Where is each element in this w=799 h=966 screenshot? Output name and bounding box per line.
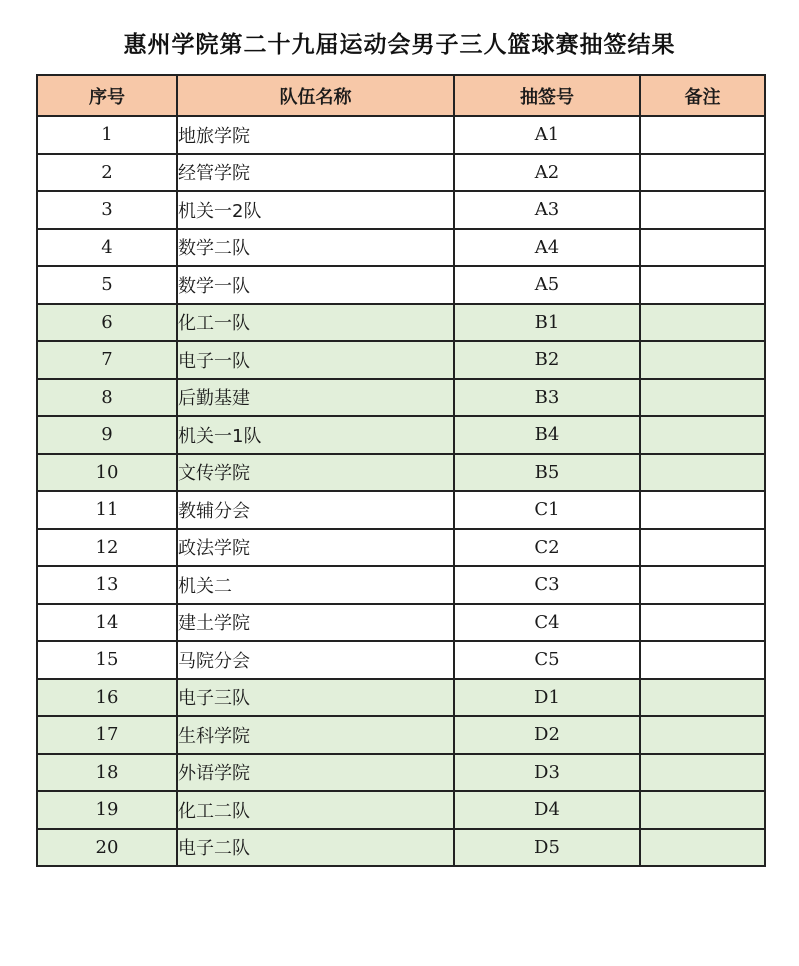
cell-no: 2 <box>37 154 177 192</box>
cell-team: 教辅分会 <box>177 491 454 529</box>
cell-draw: C3 <box>454 566 640 604</box>
cell-remark <box>640 679 765 717</box>
table-row <box>37 529 765 567</box>
table-row <box>37 266 765 304</box>
cell-draw: C2 <box>454 529 640 567</box>
header-draw: 抽签号 <box>454 75 640 116</box>
cell-remark <box>640 491 765 529</box>
page-title: 惠州学院第二十九届运动会男子三人篮球赛抽签结果 <box>123 32 676 58</box>
cell-no: 7 <box>37 341 177 379</box>
cell-no: 16 <box>37 679 177 717</box>
cell-remark <box>640 754 765 792</box>
cell-draw: A3 <box>454 191 640 229</box>
table-row <box>37 566 765 604</box>
table-row <box>37 604 765 642</box>
header-team: 队伍名称 <box>177 75 454 116</box>
draw-results-table <box>36 74 766 867</box>
table-row <box>37 229 765 267</box>
header-no: 序号 <box>37 75 177 116</box>
cell-team: 后勤基建 <box>177 379 454 417</box>
cell-draw: D5 <box>454 829 640 867</box>
table-row <box>37 491 765 529</box>
cell-remark <box>640 266 765 304</box>
cell-no: 20 <box>37 829 177 867</box>
cell-no: 6 <box>37 304 177 342</box>
table-row <box>37 191 765 229</box>
cell-draw: B5 <box>454 454 640 492</box>
cell-team: 化工二队 <box>177 791 454 829</box>
cell-draw: D1 <box>454 679 640 717</box>
cell-no: 11 <box>37 491 177 529</box>
cell-remark <box>640 229 765 267</box>
cell-remark <box>640 566 765 604</box>
cell-no: 1 <box>37 116 177 154</box>
cell-remark <box>640 341 765 379</box>
cell-team: 数学二队 <box>177 229 454 267</box>
cell-draw: D3 <box>454 754 640 792</box>
cell-remark <box>640 716 765 754</box>
cell-team: 电子一队 <box>177 341 454 379</box>
table-header-row <box>37 75 765 116</box>
cell-no: 15 <box>37 641 177 679</box>
cell-team: 数学一队 <box>177 266 454 304</box>
cell-remark <box>640 454 765 492</box>
table-row <box>37 116 765 154</box>
table-row <box>37 304 765 342</box>
cell-no: 13 <box>37 566 177 604</box>
cell-no: 3 <box>37 191 177 229</box>
cell-draw: B1 <box>454 304 640 342</box>
table-row <box>37 641 765 679</box>
table-row <box>37 679 765 717</box>
cell-no: 19 <box>37 791 177 829</box>
table-row <box>37 341 765 379</box>
cell-draw: A4 <box>454 229 640 267</box>
cell-no: 5 <box>37 266 177 304</box>
table-row <box>37 379 765 417</box>
cell-team: 机关一1队 <box>177 416 454 454</box>
cell-no: 9 <box>37 416 177 454</box>
cell-remark <box>640 829 765 867</box>
cell-remark <box>640 641 765 679</box>
cell-remark <box>640 304 765 342</box>
cell-remark <box>640 379 765 417</box>
cell-remark <box>640 191 765 229</box>
cell-draw: C1 <box>454 491 640 529</box>
cell-remark <box>640 791 765 829</box>
table-row <box>37 791 765 829</box>
table-row <box>37 454 765 492</box>
cell-team: 电子二队 <box>177 829 454 867</box>
cell-remark <box>640 116 765 154</box>
cell-team: 机关二 <box>177 566 454 604</box>
cell-no: 10 <box>37 454 177 492</box>
cell-team: 政法学院 <box>177 529 454 567</box>
cell-remark <box>640 416 765 454</box>
cell-draw: A1 <box>454 116 640 154</box>
cell-team: 经管学院 <box>177 154 454 192</box>
table-body <box>37 116 765 866</box>
table-row <box>37 829 765 867</box>
cell-no: 14 <box>37 604 177 642</box>
cell-no: 4 <box>37 229 177 267</box>
cell-draw: C5 <box>454 641 640 679</box>
cell-team: 机关一2队 <box>177 191 454 229</box>
cell-draw: B2 <box>454 341 640 379</box>
cell-team: 化工一队 <box>177 304 454 342</box>
cell-team: 地旅学院 <box>177 116 454 154</box>
cell-draw: D2 <box>454 716 640 754</box>
cell-no: 12 <box>37 529 177 567</box>
cell-draw: A2 <box>454 154 640 192</box>
cell-no: 17 <box>37 716 177 754</box>
cell-remark <box>640 604 765 642</box>
cell-draw: D4 <box>454 791 640 829</box>
cell-team: 马院分会 <box>177 641 454 679</box>
cell-team: 电子三队 <box>177 679 454 717</box>
cell-no: 18 <box>37 754 177 792</box>
header-remark: 备注 <box>640 75 765 116</box>
cell-team: 文传学院 <box>177 454 454 492</box>
table-row <box>37 416 765 454</box>
table-row <box>37 716 765 754</box>
cell-draw: B4 <box>454 416 640 454</box>
cell-draw: B3 <box>454 379 640 417</box>
cell-no: 8 <box>37 379 177 417</box>
cell-team: 建土学院 <box>177 604 454 642</box>
cell-remark <box>640 529 765 567</box>
table-row <box>37 754 765 792</box>
cell-team: 生科学院 <box>177 716 454 754</box>
cell-team: 外语学院 <box>177 754 454 792</box>
cell-remark <box>640 154 765 192</box>
cell-draw: A5 <box>454 266 640 304</box>
cell-draw: C4 <box>454 604 640 642</box>
table-row <box>37 154 765 192</box>
